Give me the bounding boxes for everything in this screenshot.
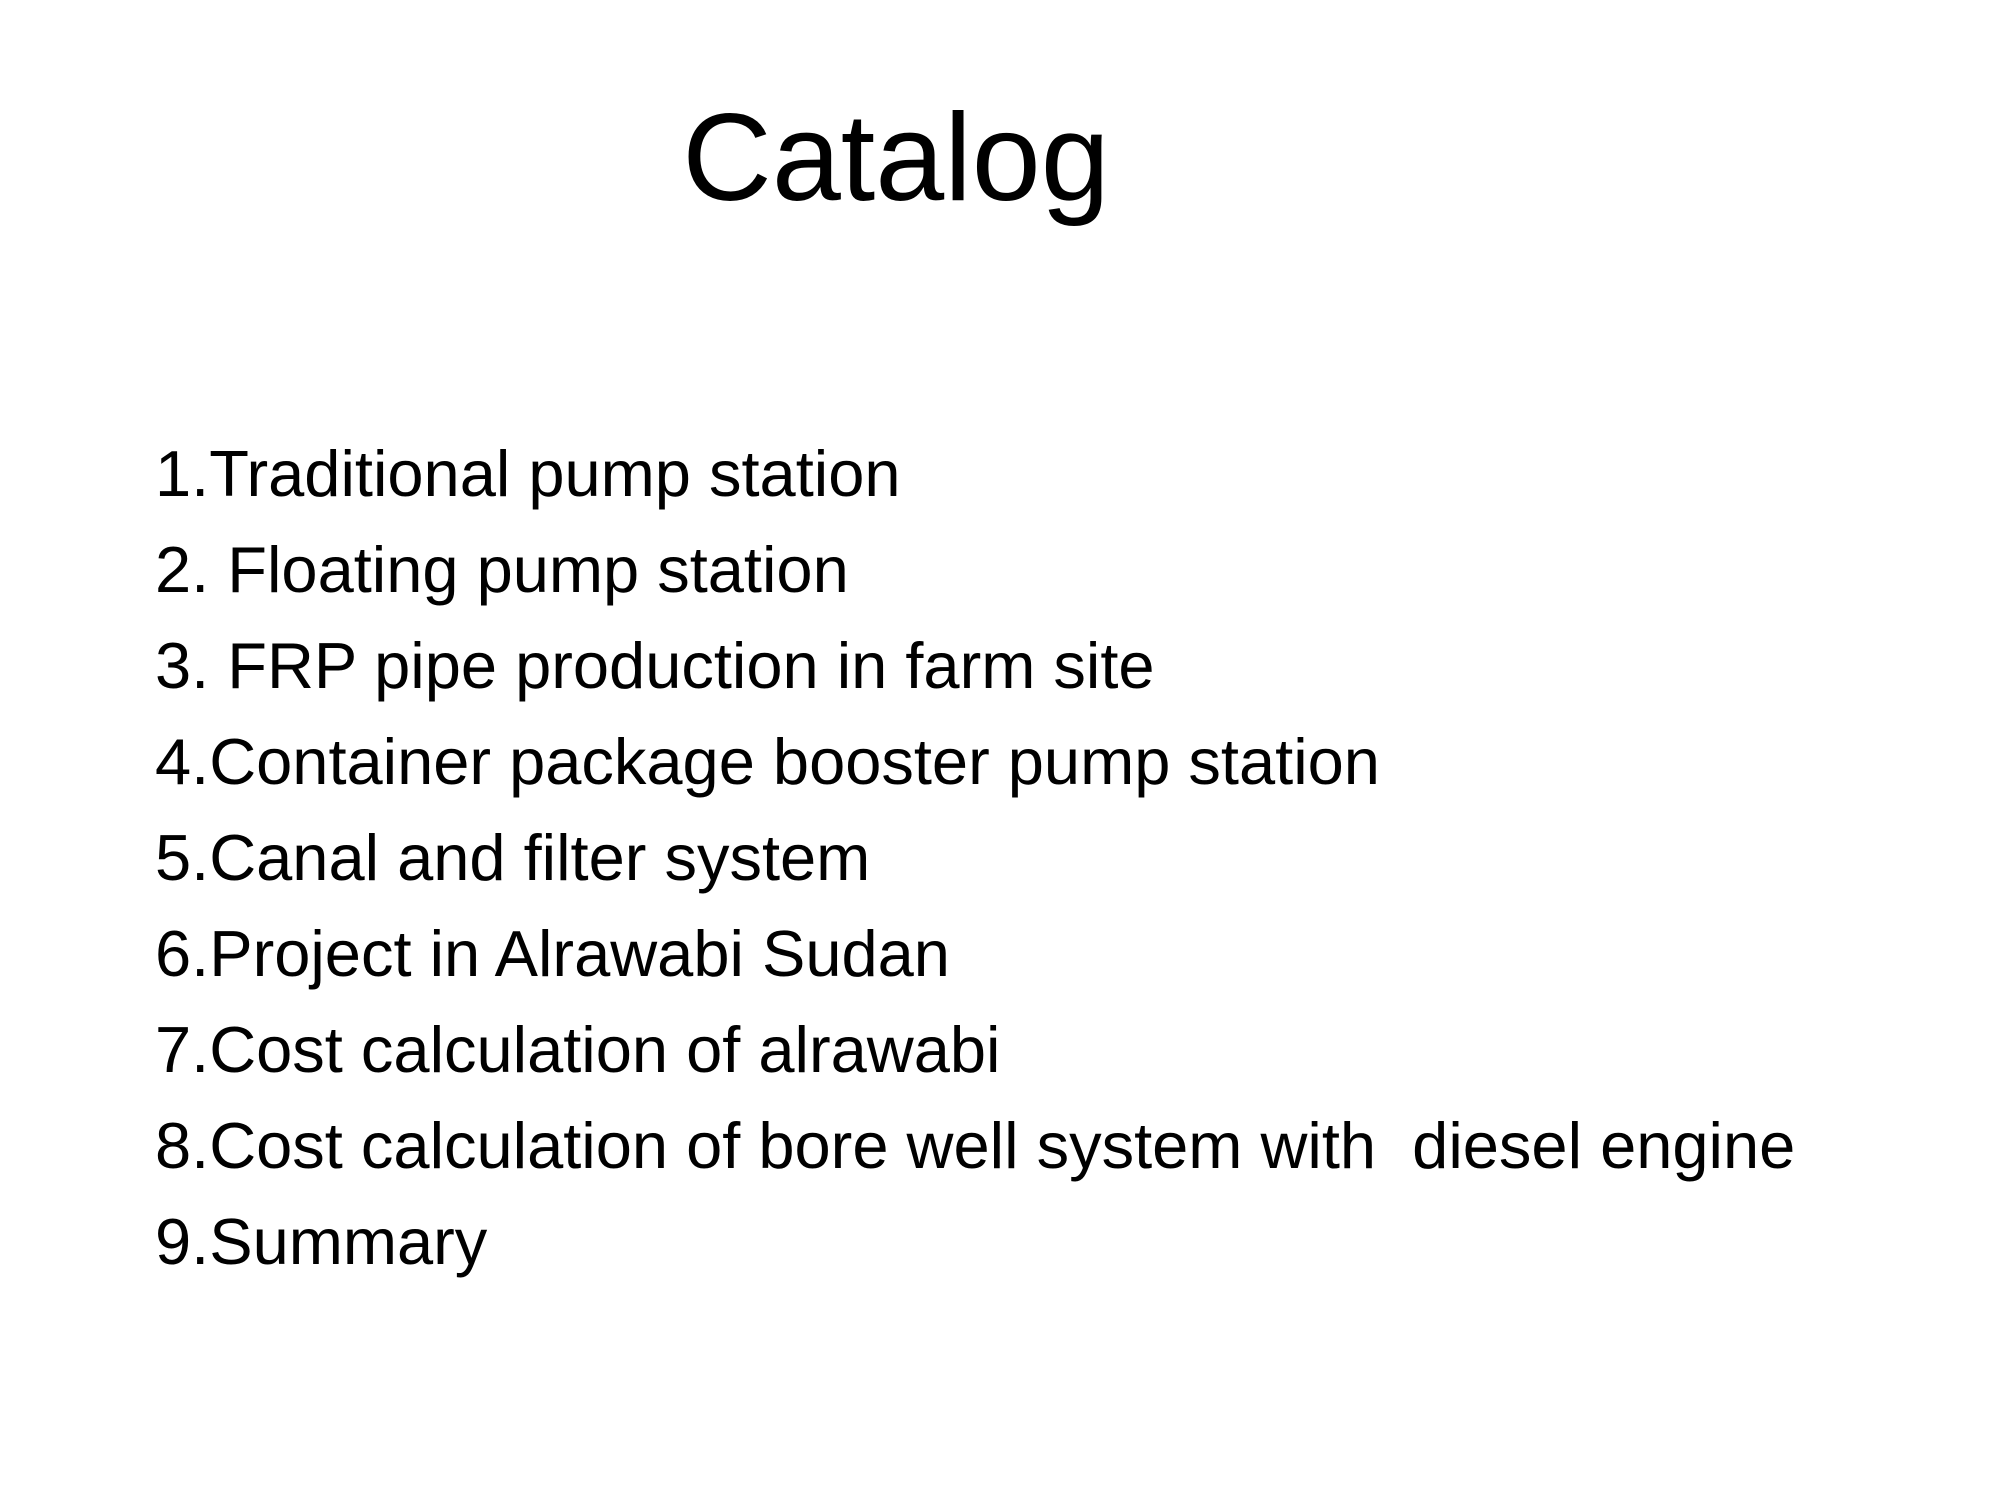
catalog-item-9: 9.Summary [155, 1205, 488, 1278]
catalog-item-3: 3. FRP pipe production in farm site [155, 629, 1155, 702]
slide-title: Catalog [682, 89, 1110, 227]
catalog-item-7: 7.Cost calculation of alrawabi [155, 1013, 1001, 1086]
catalog-item-8: 8.Cost calculation of bore well system with diesel engine [155, 1109, 1796, 1182]
catalog-item-1: 1.Traditional pump station [155, 437, 901, 510]
catalog-item-4: 4.Container package booster pump station [155, 725, 1380, 798]
catalog-list [155, 426, 1915, 1290]
catalog-item-6: 6.Project in Alrawabi Sudan [155, 917, 950, 990]
catalog-item-2: 2. Floating pump station [155, 533, 849, 606]
catalog-item-5: 5.Canal and filter system [155, 821, 871, 894]
